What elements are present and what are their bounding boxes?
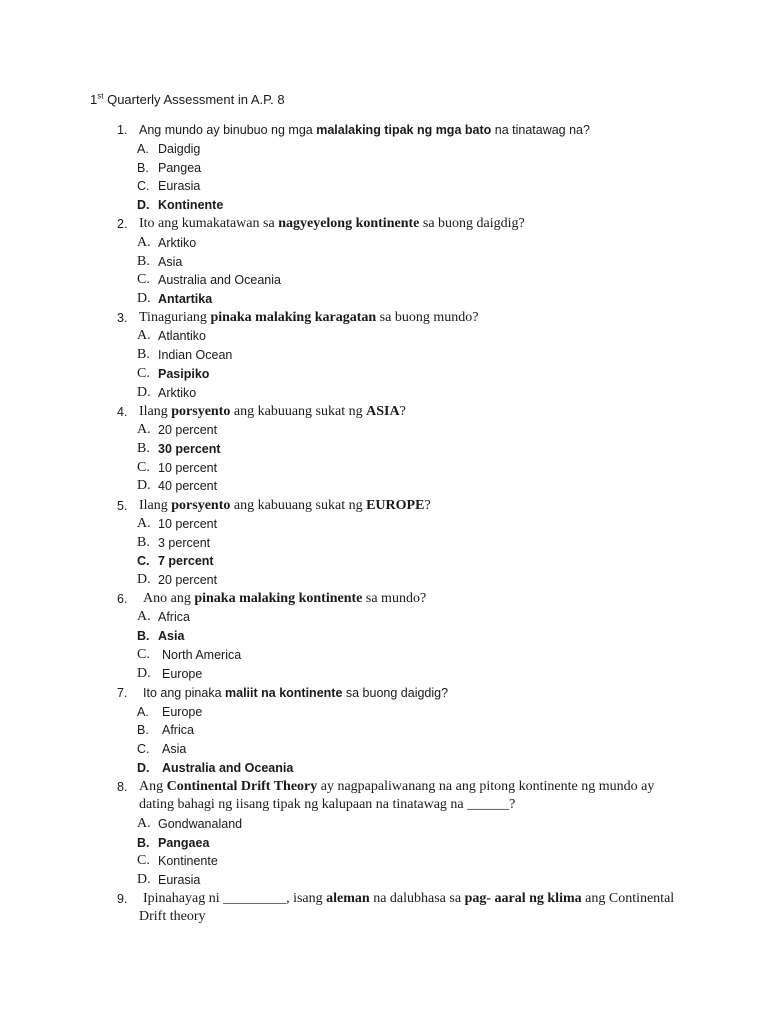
document-title: 1st Quarterly Assessment in A.P. 8	[90, 91, 285, 107]
assessment-page: 1st Quarterly Assessment in A.P. 8 1. Ang mundo ay binubuo ng mga malalaking tipak ng mga bato na tinatawag na? A. Daigdig B. Pangea C. Eurasia D. Kontinente 2. Ito ang kumakatawan sa nagyeyelong kontinente sa buong daigdig? A. Arktiko B. Asia C. Australia and Oceania D. Antartika 3. Tinaguriang pinaka malaking karagatan sa buong mundo? A. Atlantiko B. Indian Ocean C. Pasipiko D. Arktiko 4. Ilang porsyento ang kabuuang sukat ng ASIA? A. 20 percent B. 30 percent C. 10 percent D. 40 percent 5. Ilang porsyento ang kabuuang sukat ng EUROPE? A. 10 percent B. 3 percent C. 7 percent D. 20 percent 6. Ano ang pinaka malaking kontinente sa mundo? A. Africa B. Asia C. North America D. Europe 7. Ito ang pinaka maliit na kontinente sa buong daigdig? A. Europe B. Africa C. Asia D. Australia and Oceania 8. Ang Continental Drift Theory ay nagpapaliwanang na ang pitong kontinente ng mundo ay dating bahagi ng iisang tipak ng kalupaan na tinatawag na ______? A. Gondwanaland B. Pangaea C. Kontinente D. Eurasia 9. Ipinahayag ni _________, isang aleman na dalubhasa sa pag- aaral ng klima ang Continental Drift theory	[90, 91, 675, 924]
